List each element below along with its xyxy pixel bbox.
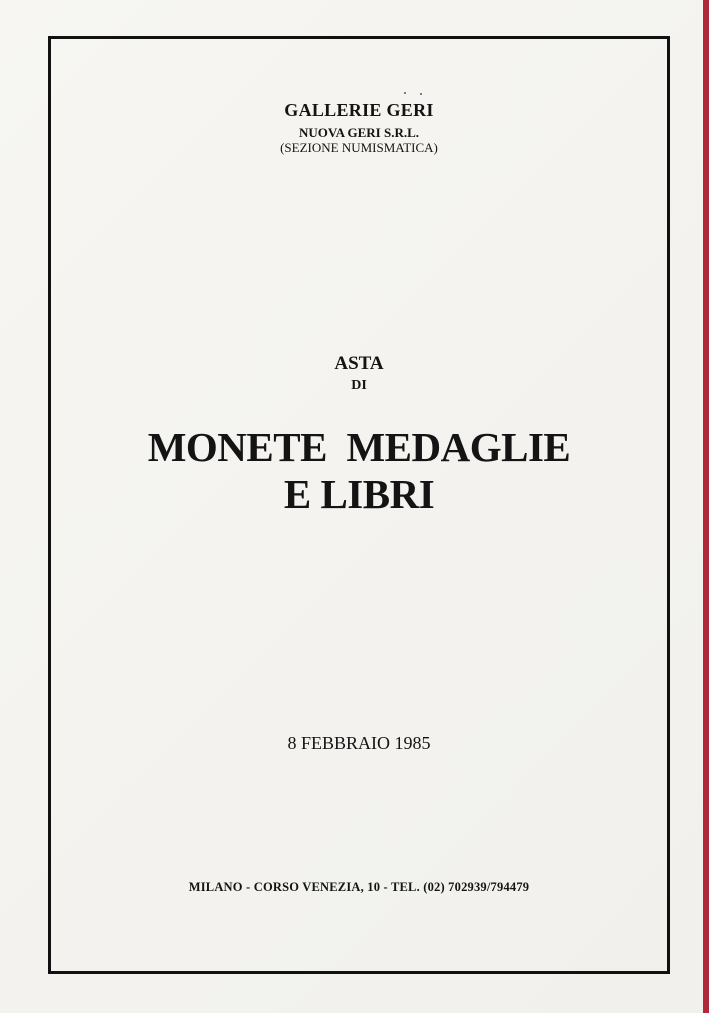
address-line: MILANO - CORSO VENEZIA, 10 - TEL. (02) 702939/794479 bbox=[188, 880, 530, 894]
company-name: NUOVA GERI S.R.L. bbox=[298, 125, 420, 140]
section-name: (SEZIONE NUMISMATICA) bbox=[280, 140, 438, 155]
auction-label: ASTA bbox=[334, 353, 384, 374]
auction-date: 8 FEBBRAIO 1985 bbox=[287, 733, 431, 753]
title-preposition: DI bbox=[351, 378, 367, 393]
print-speck bbox=[404, 92, 406, 94]
print-speck bbox=[420, 93, 422, 95]
catalog-title-line-2: E LIBRI bbox=[283, 471, 435, 517]
publisher-name: GALLERIE GERI bbox=[284, 100, 434, 120]
catalog-title-line-1: MONETE MEDAGLIE bbox=[147, 424, 571, 470]
page-edge bbox=[703, 0, 709, 1013]
